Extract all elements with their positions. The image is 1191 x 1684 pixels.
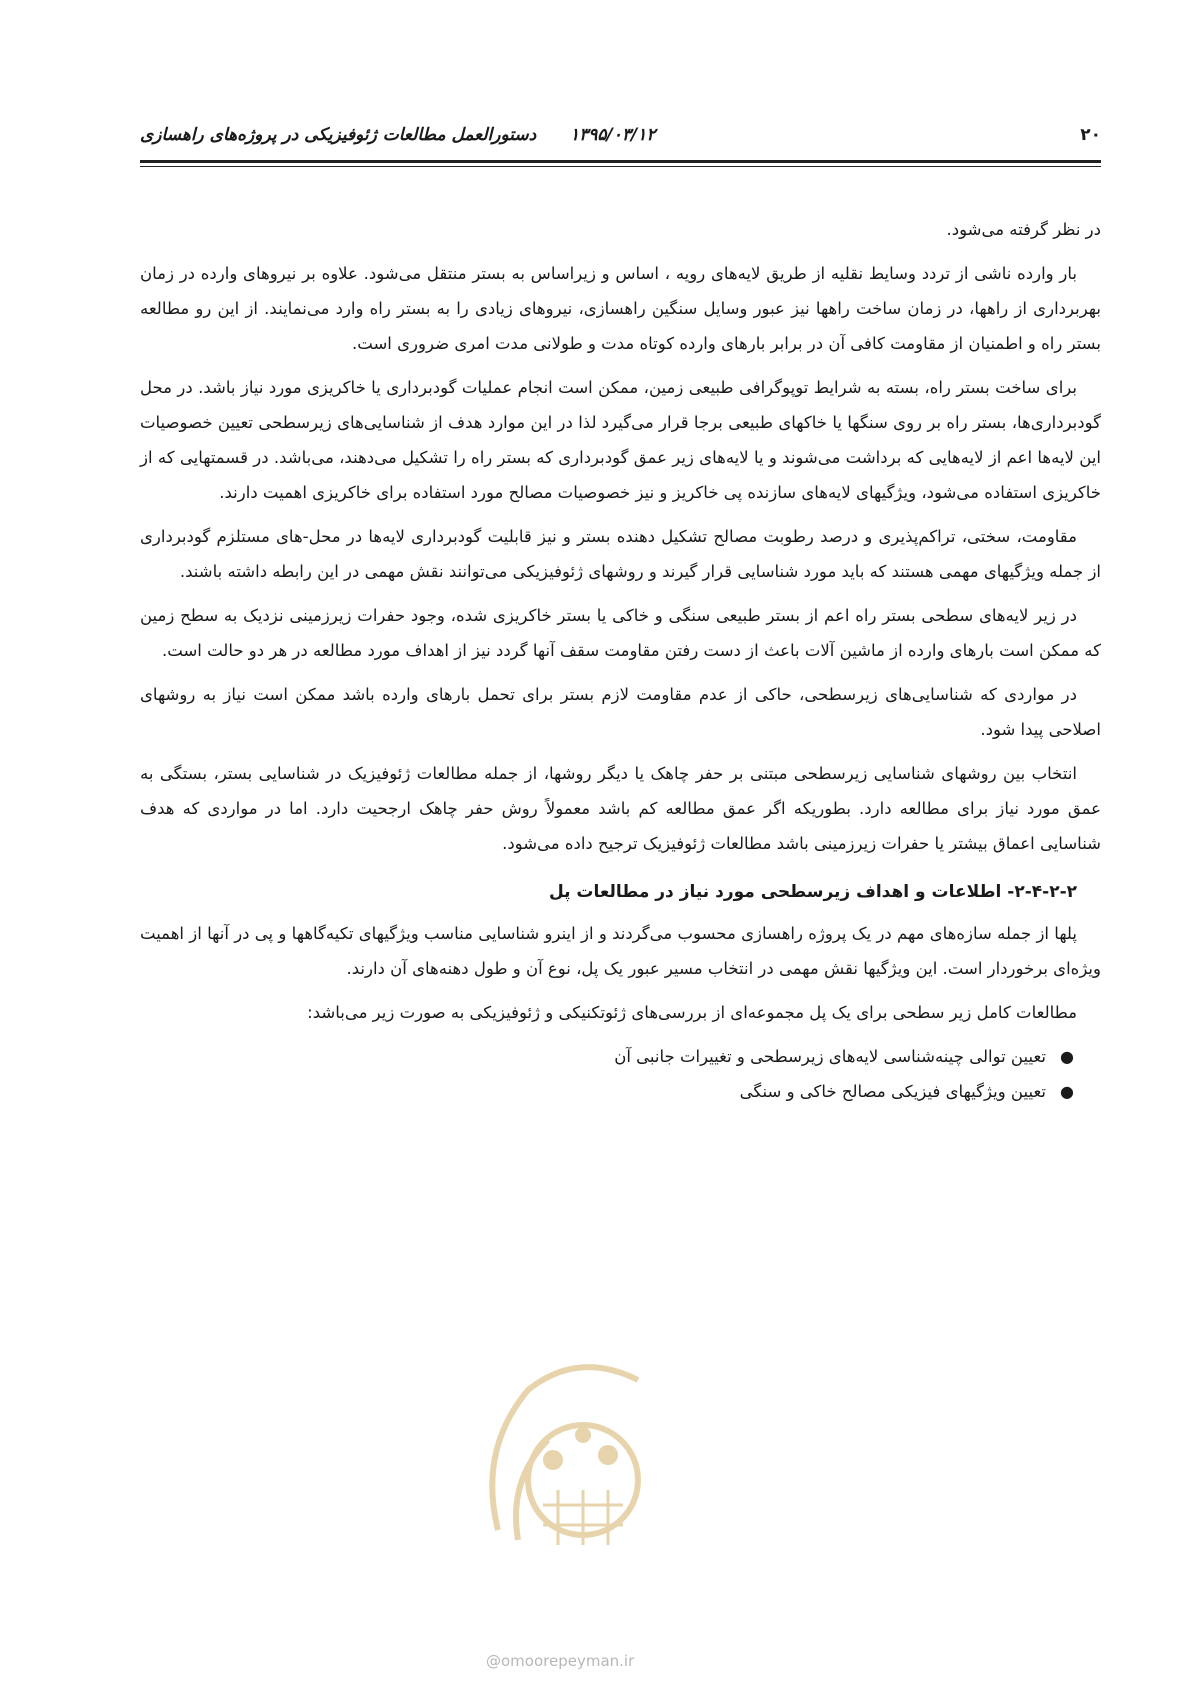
watermark-url: @omoorepeyman.ir: [486, 1652, 635, 1670]
list-item-text: تعیین توالی چینه‌شناسی لایه‌های زیرسطحی و تغییرات جانبی آن: [614, 1047, 1046, 1066]
body-content: [140, 212, 1101, 1109]
watermark-seal-icon: [458, 1330, 708, 1570]
list-item: [140, 1039, 1074, 1074]
paragraph: پلها از جمله سازه‌های مهم در یک پروژه راهسازی محسوب می‌گردند و از اینرو شناسایی مناسب ویژگیهای تکیه‌گاهها و پی در آنها از اهمیت ویژه‌ای برخوردار است. این ویژگیها نقش مهمی در انتخاب مسیر عبور یک پل، نوع آن و طول دهنه‌های آن دارند.: [140, 924, 1101, 978]
header-date: ۱۳۹۵/۰۳/۱۲: [570, 125, 656, 145]
header-rule-thin: [140, 166, 1101, 167]
paragraph: مقاومت، سختی، تراکم‌پذیری و درصد رطوبت مصالح تشکیل دهنده بستر و نیز قابلیت گودبرداری لایه‌ها در محل‌-های مستلزم گودبرداری از جمله ویژگیهای مهمی هستند که باید مورد شناسایی قرار گیرند و روشهای ژئوفیزیکی می‌توانند نقش مهمی در این رابطه داشته باشند.: [140, 527, 1101, 581]
paragraph: برای ساخت بستر راه، بسته به شرایط توپوگرافی طبیعی زمین، ممکن است انجام عملیات گودبرداری یا خاکریزی مورد نیاز باشد. در محل گودبرداری‌ها، بستر راه بر روی سنگها یا خاکهای طبیعی برجا قرار می‌گیرد لذا در این موارد هدف از شناسایی‌های زیرسطحی تعیین خصوصیات این لایه‌ها اعم از لایه‌هایی که برداشت می‌شوند و یا لایه‌های زیر عمق گودبرداری که بستر راه را تشکیل می‌دهند، می‌باشد. در قسمتهایی که از خاکریزی استفاده می‌شود، ویژگیهای لایه‌های سازنده پی خاکریز و نیز خصوصیات مصالح مورد استفاده برای خاکریزی اهمیت دارند.: [140, 378, 1101, 502]
list-item-text: تعیین ویژگیهای فیزیکی مصالح خاکی و سنگی: [739, 1082, 1046, 1101]
page-number: ۲۰: [1080, 125, 1101, 145]
section-heading: ۲-۴-۲-۲- اطلاعات و اهداف زیرسطحی مورد نیاز در مطالعات پل: [548, 882, 1077, 902]
paragraph: انتخاب بین روشهای شناسایی زیرسطحی مبتنی بر حفر چاهک یا دیگر روشها، از جمله مطالعات ژئوفیزیک در شناسایی بستر، بستگی به عمق مورد نیاز برای مطالعه دارد. بطوریکه اگر عمق مطالعه کم باشد معمولاً روش حفر چاهک ارجحیت دارد. اما در مواردی که هدف شناسایی اعماق بیشتر یا حفرات زیرزمینی باشد مطالعات ژئوفیزیک ترجیح داده می‌شود.: [140, 764, 1101, 853]
page-header: [140, 125, 1101, 155]
paragraph: در مواردی که شناسایی‌های زیرسطحی، حاکی از عدم مقاومت لازم بستر برای تحمل بارهای وارده باشد ممکن است نیاز به روشهای اصلاحی پیدا شود.: [140, 685, 1101, 739]
bullet-icon: ●: [1060, 1047, 1074, 1066]
header-rule-thick: [140, 160, 1101, 163]
paragraph: بار وارده ناشی از تردد وسایط نقلیه از طریق لایه‌های رویه ، اساس و زیراساس به بستر منتقل می‌شود. علاوه بر نیروهای وارده در زمان بهربرداری از راهها، در زمان ساخت راهها نیز عبور وسایل سنگین راهسازی، نیروهای زیادی را به بستر راه وارد می‌نمایند. از این رو مطالعه بستر راه و اطمنیان از مقاومت کافی آن در برابر بارهای وارده کوتاه مدت و طولانی مدت امری ضروری است.: [140, 264, 1101, 353]
list-item: [140, 1074, 1074, 1109]
document-title: دستورالعمل مطالعات ژئوفیزیکی در پروژه‌های راهسازی: [140, 125, 537, 145]
bullet-icon: ●: [1060, 1082, 1074, 1101]
paragraph: در نظر گرفته می‌شود.: [946, 220, 1101, 239]
paragraph: در زیر لایه‌های سطحی بستر راه اعم از بستر طبیعی سنگی و خاکی یا بستر خاکریزی شده، وجود حفرات زیرزمینی نزدیک به سطح زمین که ممکن است بارهای وارده از ماشین آلات باعث از دست رفتن مقاومت سقف آنها گردد نیز از اهداف مورد مطالعه در هر دو حالت است.: [140, 606, 1101, 660]
paragraph: مطالعات کامل زیر سطحی برای یک پل مجموعه‌ای از بررسی‌های ژئوتکنیکی و ژئوفیزیکی به صورت زیر می‌باشد:: [307, 1003, 1077, 1022]
bullet-list: [140, 1039, 1101, 1109]
